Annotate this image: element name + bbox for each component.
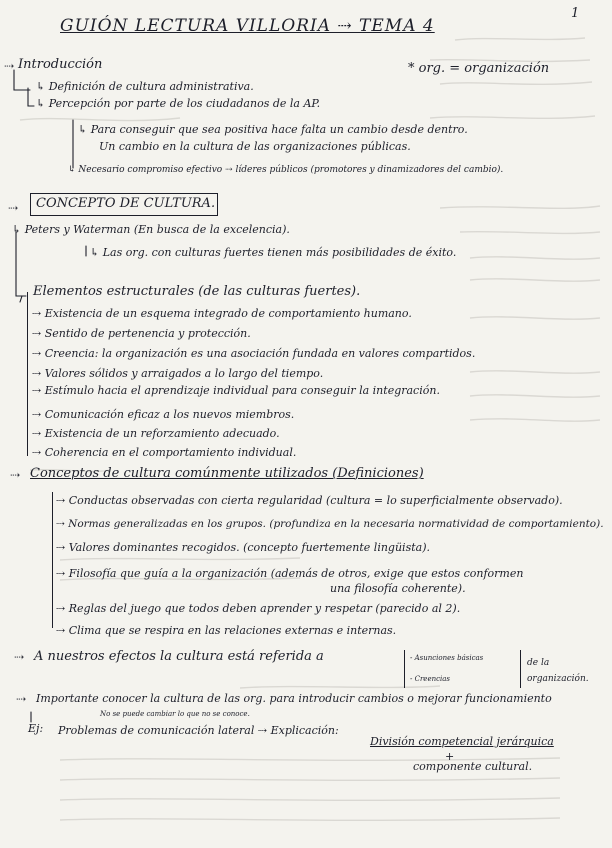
definition-item: ⇢ Clima que se respira en las relaciones externas e internas. bbox=[56, 624, 397, 637]
example-label: Ej: bbox=[28, 722, 44, 735]
definition-item: ⇢ Normas generalizadas en los grupos. (profundiza en la necesaria normatividad de comportamiento). bbox=[56, 518, 604, 530]
effects-suffix: de la bbox=[527, 658, 550, 668]
arrow-icon: ⇢ bbox=[8, 201, 19, 215]
arrow-icon: ⇢ bbox=[4, 59, 15, 73]
effects-option: - Creencias bbox=[410, 675, 451, 683]
page-number: 1 bbox=[571, 6, 580, 21]
abbreviation-note: * org. = organización bbox=[408, 61, 550, 76]
intro-item: ↳ Definición de cultura administrativa. bbox=[36, 80, 254, 93]
effects-option: - Asunciones básicas bbox=[410, 654, 484, 662]
effects-text: A nuestros efectos la cultura está referida a bbox=[34, 649, 324, 664]
elements-bracket bbox=[27, 292, 28, 456]
element-item: ⇢ Existencia de un reforzamiento adecuado. bbox=[32, 427, 280, 440]
example-problem: Problemas de comunicación lateral ⇢ Explicación: bbox=[58, 724, 339, 737]
page-title: GUIÓN LECTURA VILLORIA ⇢ TEMA 4 bbox=[60, 16, 435, 36]
definition-item: ⇢ Reglas del juego que todos deben aprender y respetar (parecido al 2). bbox=[56, 602, 461, 615]
element-item: ⇢ Coherencia en el comportamiento individual. bbox=[32, 446, 297, 459]
elements-heading: Elementos estructurales (de las culturas fuertes). bbox=[33, 284, 361, 299]
explanation-plus: + bbox=[445, 750, 455, 763]
element-item: ⇢ Estímulo hacia el aprendizaje individual para conseguir la integración. bbox=[32, 384, 440, 397]
definitions-heading: Conceptos de cultura comúnmente utilizados (Definiciones) bbox=[30, 466, 424, 481]
concept-claim: ↳ Las org. con culturas fuertes tienen más posibilidades de éxito. bbox=[90, 246, 457, 259]
intro-heading: Introducción bbox=[18, 57, 103, 72]
element-item: ⇢ Valores sólidos y arraigados a lo largo del tiempo. bbox=[32, 367, 324, 380]
example-explanation: componente cultural. bbox=[413, 760, 533, 773]
arrow-icon: ⇢ bbox=[14, 650, 25, 664]
concept-heading: CONCEPTO DE CULTURA. bbox=[36, 196, 216, 211]
important-note: No se puede cambiar lo que no se conoce. bbox=[100, 710, 250, 718]
definition-item-cont: una filosofía coherente). bbox=[330, 582, 466, 595]
element-item: ⇢ Comunicación eficaz a los nuevos miembros. bbox=[32, 408, 295, 421]
arrow-icon: ⇢ bbox=[16, 692, 27, 706]
intro-item: ↳ Percepción por parte de los ciudadanos de la AP. bbox=[36, 97, 321, 110]
definition-item: ⇢ Filosofía que guía a la organización (además de otros, exige que estos conformen bbox=[56, 567, 524, 580]
effects-bracket bbox=[404, 650, 405, 688]
important-text: Importante conocer la cultura de las org. para introducir cambios o mejorar funcionamiento bbox=[36, 692, 552, 705]
element-item: ⇢ Creencia: la organización es una asociación fundada en valores compartidos. bbox=[32, 347, 476, 360]
intro-subitem: Un cambio en la cultura de las organizaciones públicas. bbox=[99, 140, 411, 153]
intro-subitem: ↳ Necesario compromiso efectivo ⇢ líderes públicos (promotores y dinamizadores del cambio). bbox=[68, 165, 504, 175]
definition-item: ⇢ Valores dominantes recogidos. (concepto fuertemente lingüista). bbox=[56, 541, 430, 554]
definitions-bracket bbox=[52, 492, 53, 628]
intro-subitem: ↳ Para conseguir que sea positiva hace falta un cambio desde dentro. bbox=[78, 123, 468, 136]
element-item: ⇢ Existencia de un esquema integrado de comportamiento humano. bbox=[32, 307, 412, 320]
definition-item: ⇢ Conductas observadas con cierta regularidad (cultura = lo superficialmente observado). bbox=[56, 494, 563, 507]
concept-source: ↳ Peters y Waterman (En busca de la excelencia). bbox=[12, 223, 290, 236]
element-item: ⇢ Sentido de pertenencia y protección. bbox=[32, 327, 251, 340]
arrow-icon: ⇢ bbox=[10, 468, 21, 482]
example-explanation: División competencial jerárquica bbox=[370, 735, 554, 748]
effects-bracket-right bbox=[520, 650, 521, 688]
effects-suffix: organización. bbox=[527, 674, 589, 684]
